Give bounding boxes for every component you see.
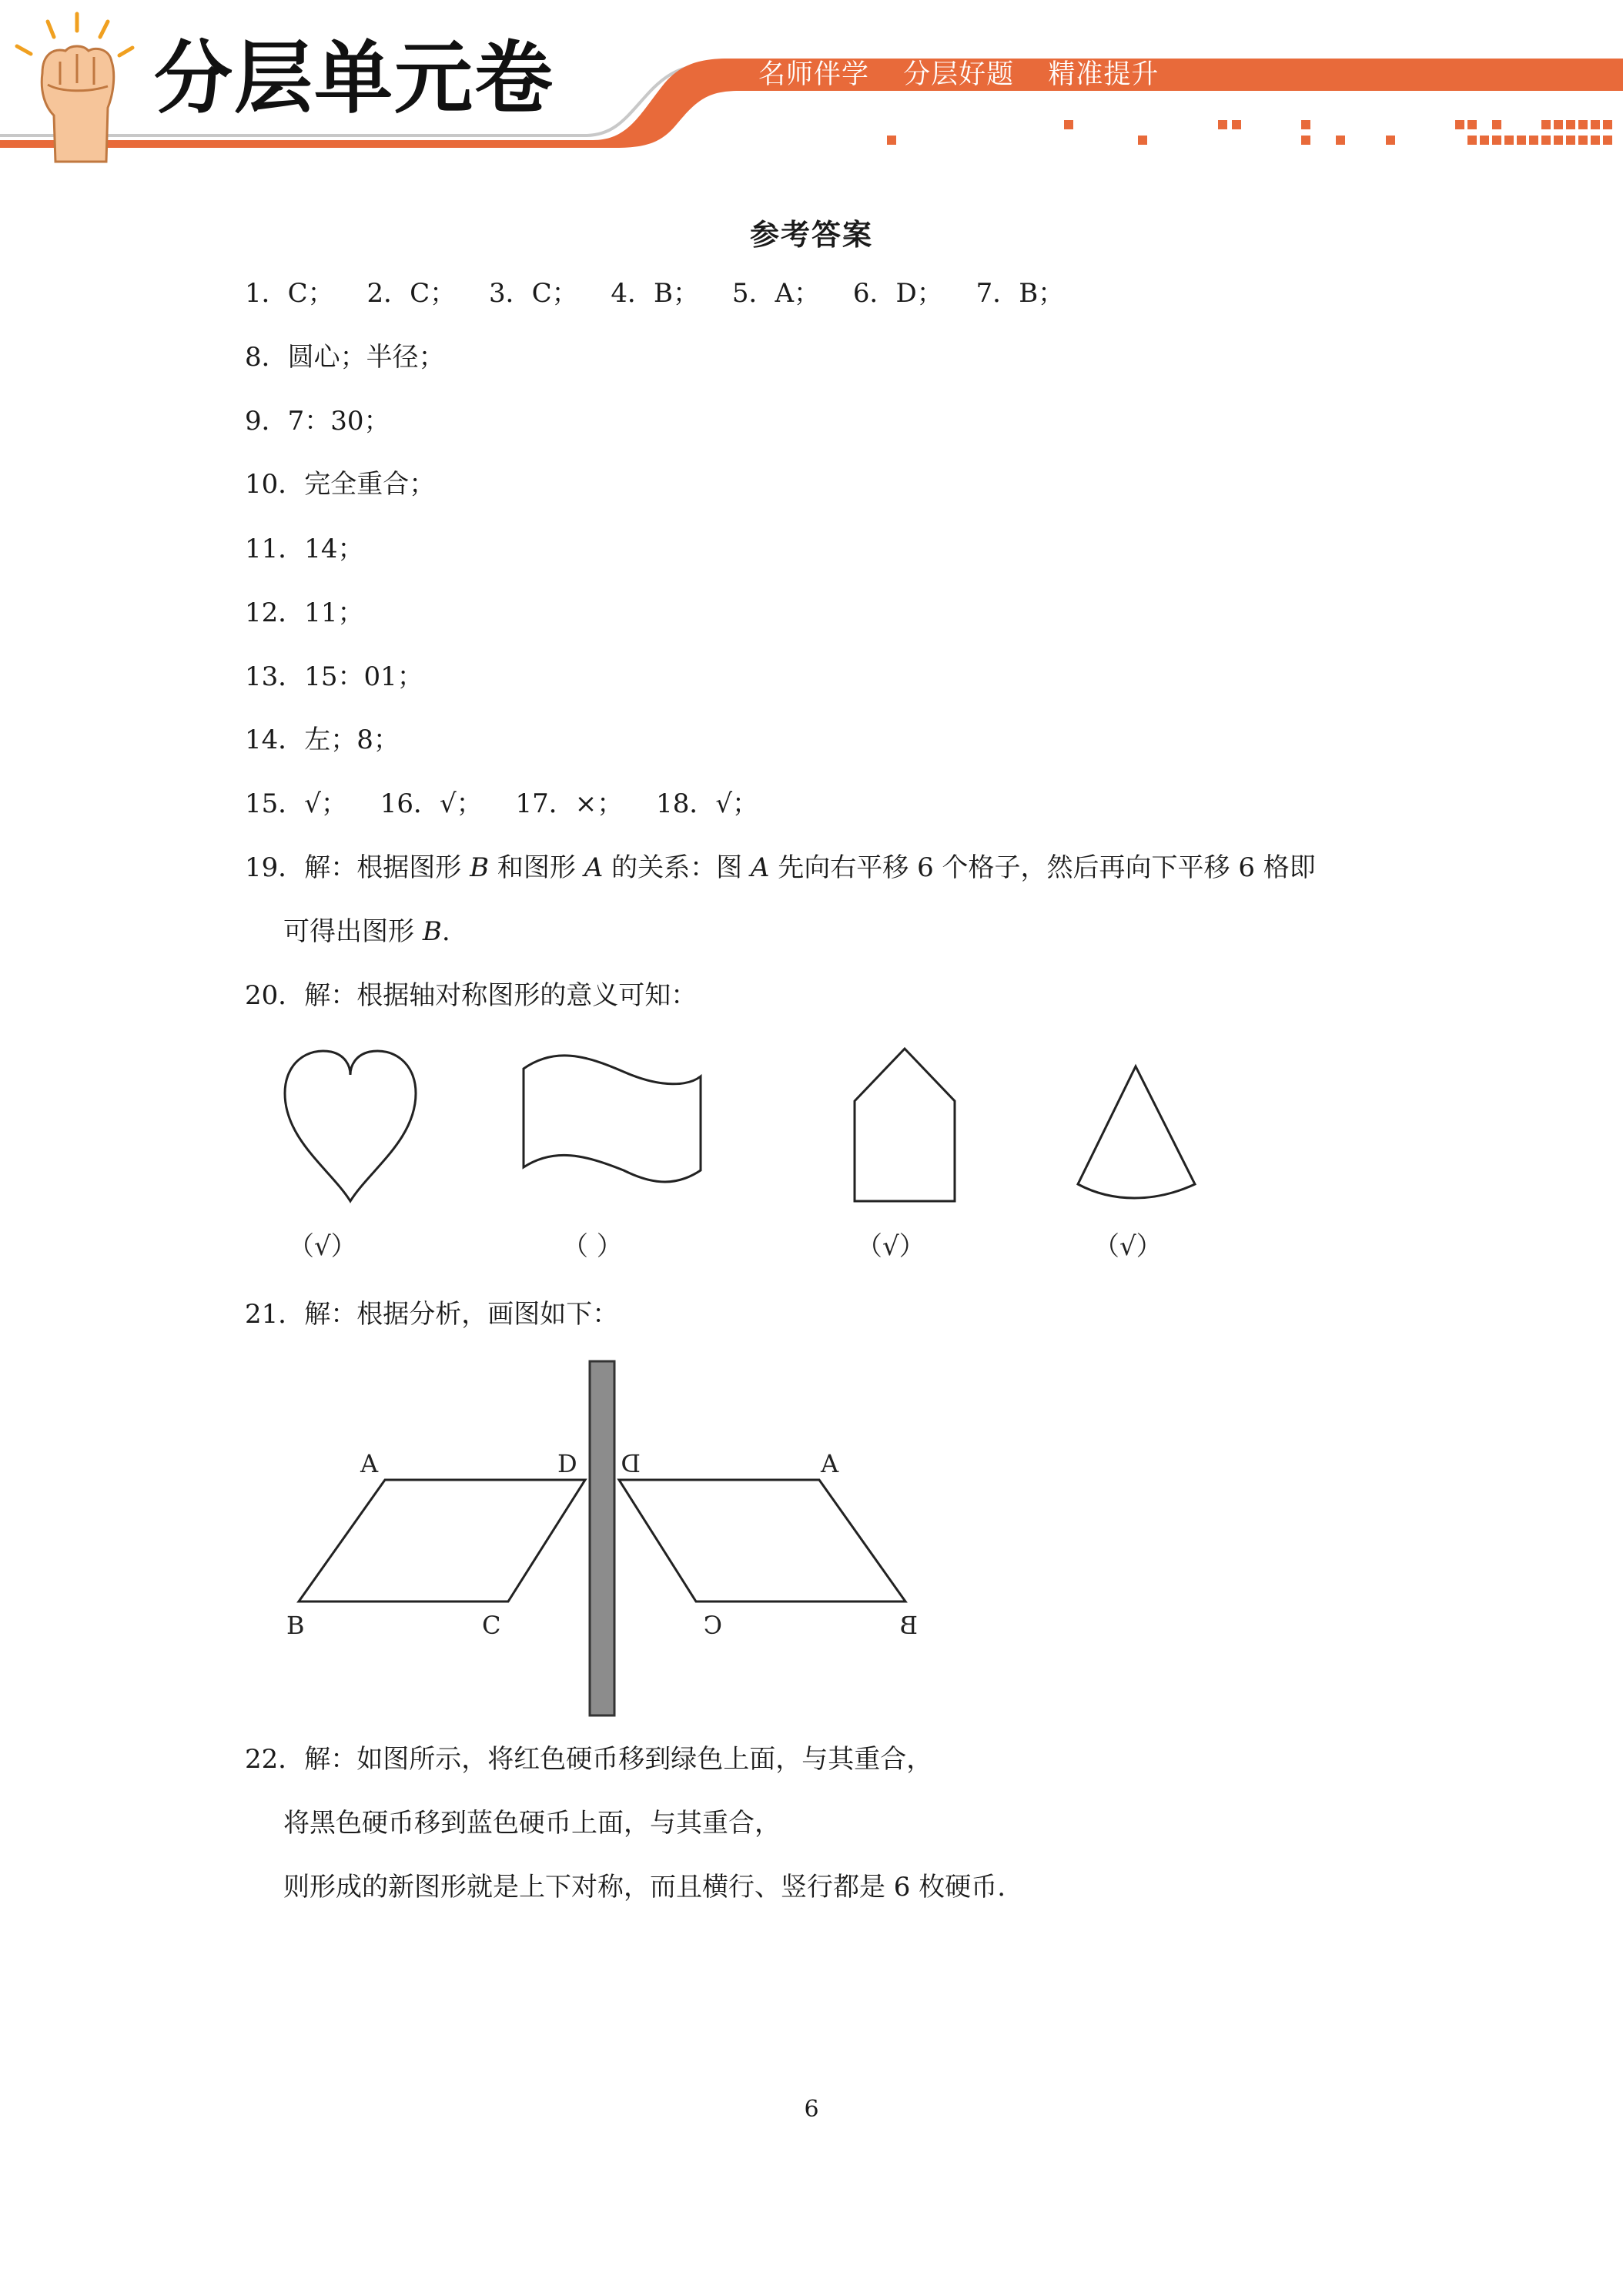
- brand-title: 分层单元卷: [154, 33, 554, 125]
- answer-22-line3: 则形成的新图形就是上下对称，而且横行、竖行都是 6 枚硬币.: [283, 1872, 1006, 1903]
- answer-12: 12．11；: [245, 597, 364, 628]
- text-run: 的关系：图: [611, 852, 743, 883]
- pixel-decoration: [887, 120, 1612, 145]
- mark-house: （√）: [856, 1231, 925, 1262]
- raised-fist-icon: [17, 14, 132, 162]
- answer-21: 21．解：根据分析，画图如下：: [245, 1299, 619, 1330]
- wavy-flag-shape: [524, 1056, 701, 1182]
- answer-item: 2．C；: [366, 278, 457, 309]
- text-run: 可得出图形: [283, 916, 414, 947]
- mark-flag: （ ）: [562, 1231, 623, 1262]
- slogan-item: 名师伴学: [758, 59, 870, 90]
- answer-8: 8．圆心；半径；: [245, 342, 445, 373]
- label-left-c: C: [482, 1611, 501, 1640]
- page-number: 6: [804, 2096, 819, 2123]
- parallelogram-right: [619, 1480, 905, 1602]
- cone-sector-shape: [1078, 1066, 1195, 1198]
- answer-item: 18．√；: [656, 788, 759, 819]
- answers-choice-row: [245, 278, 1089, 309]
- mark-heart: （√）: [288, 1231, 357, 1262]
- page-header: [0, 0, 1623, 177]
- answer-22-line1: 22．解：如图所示，将红色硬币移到绿色上面，与其重合，: [245, 1744, 933, 1775]
- heart-shape: [285, 1051, 416, 1201]
- answer-item: 5．A；: [731, 278, 821, 309]
- slogan-item: 分层好题: [903, 59, 1015, 90]
- answer-item: 4．B；: [611, 278, 700, 309]
- math-var: B: [470, 852, 490, 883]
- math-var: B: [422, 916, 442, 947]
- mark-cone: （√）: [1093, 1231, 1163, 1262]
- text-run: 先向右平移 6 个格子，然后再向下平移 6 格即: [778, 852, 1316, 883]
- answer-item: 3．C；: [488, 278, 578, 309]
- text-run: 19．解：根据图形: [245, 852, 462, 883]
- text-run: 和图形: [497, 852, 576, 883]
- math-var: A: [584, 852, 604, 883]
- house-pentagon-shape: [855, 1049, 955, 1201]
- answer-19-line2: [283, 916, 450, 947]
- answer-9: 9．7：30；: [245, 406, 390, 437]
- symmetry-shapes-figure: [262, 1032, 1263, 1278]
- answer-item: 7．B；: [975, 278, 1065, 309]
- answer-item: 1．C；: [245, 278, 334, 309]
- answer-14: 14．左；8；: [245, 725, 400, 755]
- text-run: .: [441, 916, 450, 947]
- answer-13: 13．15：01；: [245, 661, 423, 692]
- answer-20: 20．解：根据轴对称图形的意义可知：: [245, 980, 698, 1011]
- header-slogan: [758, 59, 1183, 90]
- answer-19-line1: [245, 852, 1316, 883]
- answer-item: 17．×；: [515, 788, 624, 819]
- label-left-a: A: [360, 1449, 379, 1478]
- answer-10: 10．完全重合；: [245, 469, 436, 500]
- label-right-b-mirrored: B: [899, 1611, 918, 1640]
- math-var: A: [750, 852, 770, 883]
- answers-judge-row: [245, 788, 783, 819]
- mirror-axis: [590, 1361, 614, 1715]
- document-title: 参考答案: [749, 218, 873, 252]
- label-right-d-mirrored: D: [621, 1449, 641, 1478]
- answer-22-line2: 将黑色硬币移到蓝色硬币上面，与其重合，: [283, 1808, 781, 1839]
- label-right-a: A: [821, 1449, 839, 1478]
- answer-item: 16．√；: [380, 788, 483, 819]
- answer-11: 11．14；: [245, 534, 364, 564]
- reflection-figure: [277, 1347, 970, 1725]
- answer-item: 6．D；: [852, 278, 943, 309]
- label-left-d: D: [557, 1449, 577, 1478]
- label-left-b: B: [286, 1611, 305, 1640]
- parallelogram-left: [299, 1480, 585, 1602]
- slogan-item: 精准提升: [1048, 59, 1160, 90]
- label-right-c-mirrored: C: [703, 1611, 722, 1640]
- answer-item: 15．√；: [245, 788, 347, 819]
